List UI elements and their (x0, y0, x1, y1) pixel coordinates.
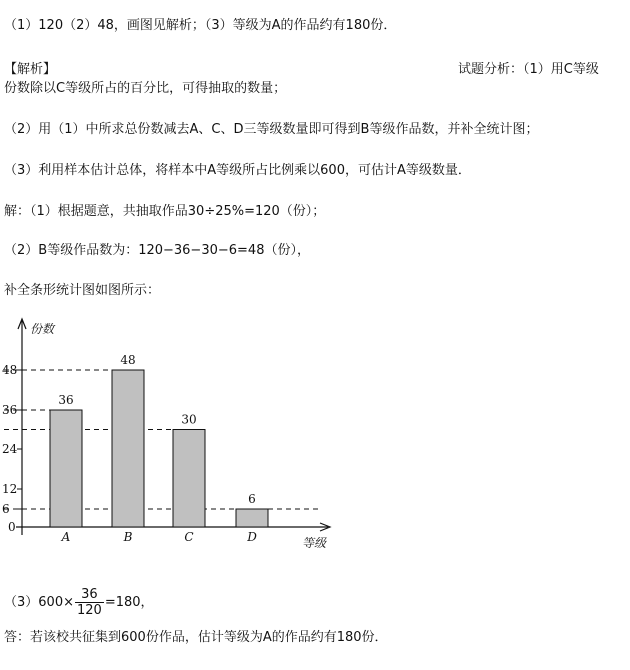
analysis-heading: 【解析】 (4, 62, 57, 77)
category-label-B: B (123, 530, 133, 544)
fraction-denominator: 120 (76, 603, 102, 618)
category-label-A: A (61, 530, 71, 544)
part3-suffix: =180， (104, 595, 154, 610)
analysis-step-2: （2）用（1）中所求总份数减去A、C、D三等级数量即可得到B等级作品数，并补全统计图； (4, 122, 539, 137)
bar-group (50, 370, 268, 527)
solution-step-3 (4, 587, 154, 618)
bar-D (236, 509, 268, 527)
solution-step-2: （2）B等级作品数为：120−36−30−6=48（份）， (4, 243, 310, 258)
y-tick-label: 12 (2, 482, 18, 496)
final-answer: 答：若该校共征集到600份作品，估计等级为A的作品约有180份． (4, 630, 388, 645)
bar-B (112, 370, 144, 527)
data-label-D: 6 (248, 492, 256, 506)
y-tick-label: 36 (2, 403, 18, 417)
y-tick-label: 24 (2, 442, 18, 456)
y-axis-title: 份数 (30, 322, 55, 336)
bar-chart (0, 315, 360, 555)
data-label-B: 48 (120, 353, 136, 367)
category-label-C: C (184, 530, 194, 544)
y-tick-label: 48 (2, 363, 18, 377)
analysis-step-3: （3）利用样本估计总体，将样本中A等级所占比例乘以600，可估计A等级数量． (4, 163, 471, 178)
analysis-continuation: 份数除以C等级所占的百分比，可得抽取的数量； (4, 81, 287, 96)
data-label-A: 36 (58, 393, 74, 407)
solution-figure-note: 补全条形统计图如图所示： (4, 283, 161, 298)
part3-prefix: （3）600× (4, 595, 74, 610)
y-tick-label: 0 (8, 520, 16, 534)
data-label-C: 30 (181, 412, 197, 427)
fraction-numerator: 36 (75, 587, 104, 603)
answer-summary: （1）120（2）48，画图见解析；（3）等级为A的作品约有180份． (4, 18, 397, 33)
analysis-intro: 试题分析：（1）用C等级 (458, 62, 599, 77)
x-axis-title: 等级 (302, 536, 327, 550)
solution-step-1: 解：（1）根据题意，共抽取作品30÷25%=120（份）； (4, 204, 326, 219)
category-label-D: D (247, 530, 257, 544)
bar-C (173, 430, 205, 528)
y-tick-label: 6 (2, 502, 10, 516)
fraction (75, 587, 104, 618)
bar-A (50, 410, 82, 527)
